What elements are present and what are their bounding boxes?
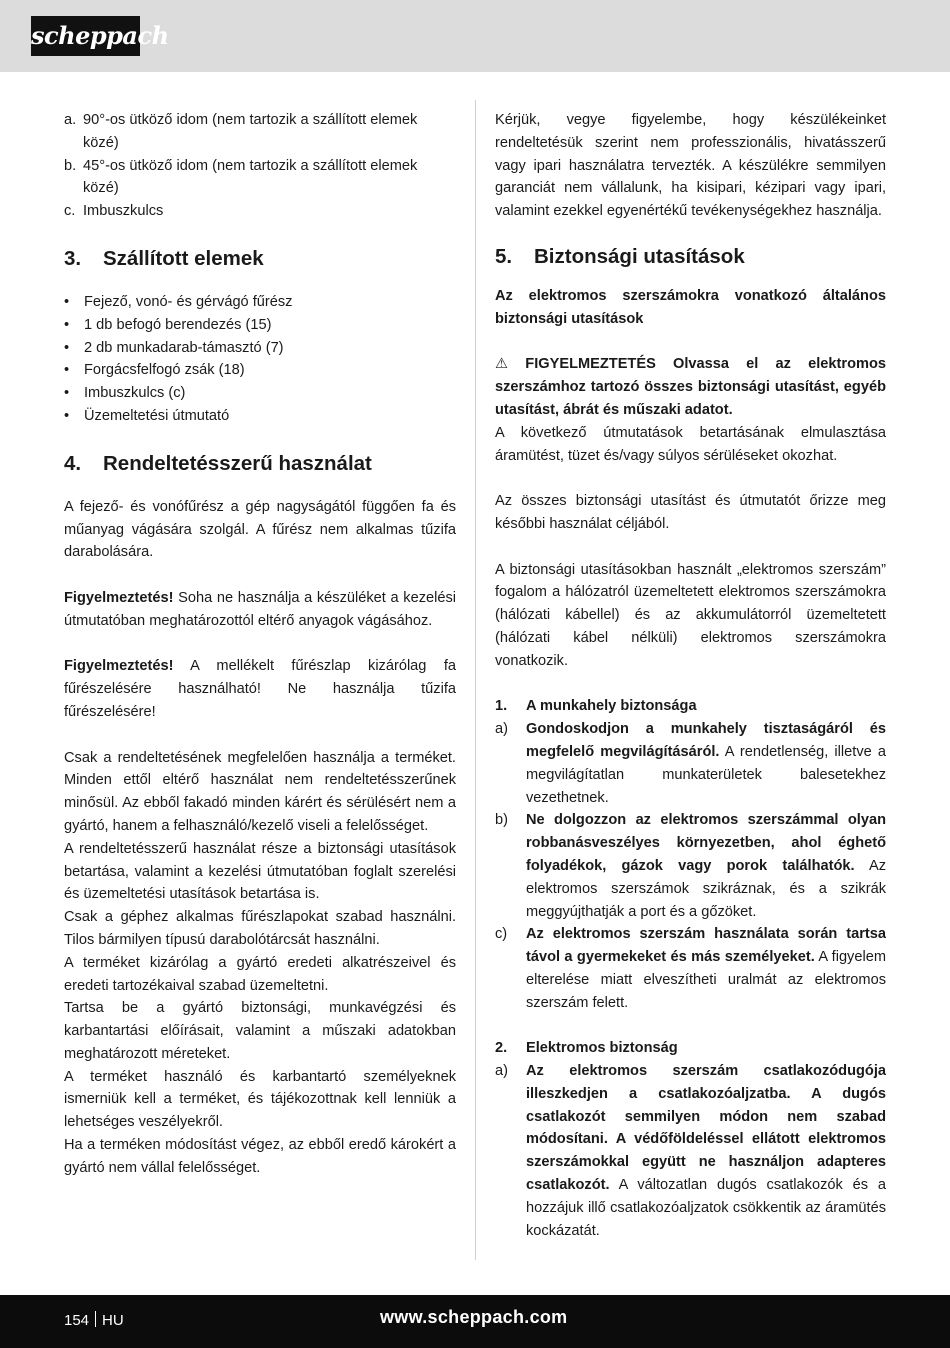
paragraph: Tartsa be a gyártó biztonsági, munkavégzési és karbantartási előírásait, valamint a műszaki adatokban meghatározott méreteket.: [64, 1000, 456, 1062]
section-heading-5: 5. Biztonsági utasítások: [495, 244, 745, 268]
paragraph: A terméket használó és karbantartó személyeknek ismerniük kell a terméket, és tájékozottnak kell lenniük a lehetséges veszélyekről.: [64, 1068, 456, 1131]
subheading: Az elektromos szerszámokra vonatkozó általános biztonsági utasítások: [495, 287, 886, 327]
warning-paragraph: Figyelmeztetés! A mellékelt fűrészlap kizárólag fa fűrészelésére használható! Ne használja tűzifa fűrészelésére!: [64, 658, 456, 720]
subsection-heading: 1. A munkahely biztonsága: [495, 698, 697, 715]
right-column: [495, 109, 886, 1242]
paragraph: A terméket kizárólag a gyártó eredeti alkatrészeivel és eredeti tartozékaival szabad üzemeltetni.: [64, 954, 456, 994]
list-item: c) Az elektromos szerszám használata során tartsa távol a gyermekeket és más személyeket. A figyelem elterelése miatt elveszítheti uralmát az elektromos szerszám felett.: [495, 926, 886, 1011]
warning-paragraph: Figyelmeztetés! Soha ne használja a készüléket a kezelési útmutatóban meghatározottól eltérő anyagok vágásához.: [64, 589, 456, 629]
section-heading-4: 4. Rendeltetésszerű használat: [64, 451, 372, 475]
subsection-heading: 2. Elektromos biztonság: [495, 1040, 678, 1057]
left-column: [64, 109, 456, 1180]
paragraph: A következő útmutatások betartásának elmulasztása áramütést, tüzet és/vagy súlyos sérüléseket okozhat.: [495, 424, 886, 464]
list-item: • Fejező, vonó- és gérvágó fűrész: [64, 293, 293, 310]
paragraph: A rendeltetésszerű használat része a biztonsági utasítások betartása, valamint a kezelési útmutatóban foglalt szerelési és üzemeltetési utasítások betartása is.: [64, 840, 456, 903]
list-item: a. 90°-os ütköző idom (nem tartozik a szállított elemek közé): [64, 112, 418, 151]
list-item: • Imbuszkulcs (c): [64, 385, 186, 402]
paragraph: Kérjük, vegye figyelembe, hogy készülékeinket rendeltetésük szerint nem professzionális, hivatásszerű vagy ipari használatra tervezték. A készülékre semmilyen garanciát nem vállalunk, ha kisipari, kézipari vagy ipari, valamint ezekkel egyenértékű tevékenységekhez használja.: [495, 112, 886, 220]
paragraph: Csak a géphez alkalmas fűrészlapokat szabad használni. Tilos bármilyen típusú darabolótárcsát használni.: [64, 909, 456, 948]
list-item: • Forgácsfelfogó zsák (18): [64, 362, 245, 379]
list-item: a) Az elektromos szerszám csatlakozódugója illeszkedjen a csatlakozóaljzatba. A dugós csatlakozót semmilyen módon nem szabad módosítani. A védőföldeléssel ellátott elektromos szerszámokkal együtt ne használjon adapteres csatlakozót. A változatlan dugós csatlakozók és a hozzájuk illő csatlakozóaljzatok csökkentik az áramütés kockázatát.: [495, 1063, 886, 1239]
list-item: • Üzemeltetési útmutató: [64, 407, 230, 424]
list-item: a) Gondoskodjon a munkahely tisztaságáról és megfelelő megvilágításáról. A rendetlenség, illetve a megvilágítatlan munkaterületek balesetekhez vezethetnek.: [495, 721, 886, 806]
accessory-list: [64, 109, 456, 223]
list-item: • 2 db munkadarab-támasztó (7): [64, 339, 284, 356]
warning-heading: ⚠ FIGYELMEZTETÉS Olvassa el az elektromos szerszámhoz tartozó összes biztonsági utasítást, egyéb utasítást, ábrát és műszaki adatot.: [495, 353, 886, 421]
page-footer: [0, 1295, 950, 1348]
list-item: • 1 db befogó berendezés (15): [64, 316, 272, 333]
list-item: c. Imbuszkulcs: [64, 203, 164, 220]
paragraph: Ha a terméken módosítást végez, az ebből eredő károkért a gyártó nem vállal felelősséget.: [64, 1137, 456, 1176]
warning-triangle-icon: ⚠: [495, 356, 509, 373]
list-item: b) Ne dolgozzon az elektromos szerszámmal olyan robbanásveszélyes környezetben, ahol éghető folyadékok, gázok vagy porok találhatók. Az elektromos szerszámok szikráznak, és a szikrák meggyújthatják a port és a gőzöket.: [495, 812, 886, 920]
paragraph: Az összes biztonsági utasítást és útmutatót őrizze meg későbbi használat céljából.: [495, 493, 886, 532]
page-header: [0, 0, 950, 72]
scheppach-logo: scheppach: [31, 16, 140, 56]
page-number: 154 HU: [64, 1312, 124, 1329]
list-item: b. 45°-os ütköző idom (nem tartozik a szállított elemek közé): [64, 157, 418, 197]
website-link[interactable]: www.scheppach.com: [380, 1307, 568, 1327]
paragraph: A biztonsági utasításokban használt „elektromos szerszám” fogalom a hálózatról üzemeltetett elektromos szerszámokra (hálózati kábellel) és az akkumulátorról üzemeltetett (hálózati kábel nélküli) elektromos szerszámokra vonatkozik.: [495, 561, 886, 669]
column-divider: [475, 100, 476, 1260]
paragraph: Csak a rendeltetésének megfelelően használja a terméket. Minden ettől eltérő használat nem rendeltetésszerűnek minősül. Az ebből fakadó minden kárért és sérülésért nem a gyártó, hanem a felhasználó/kezelő viseli a felelősséget.: [64, 749, 456, 834]
paragraph: A fejező- és vonófűrész a gép nagyságától függően fa és műanyag vágására szolgál. A fűrész nem alkalmas tűzifa darabolására.: [64, 498, 456, 561]
delivery-list: [64, 291, 456, 428]
section-heading-3: 3. Szállított elemek: [64, 246, 264, 270]
